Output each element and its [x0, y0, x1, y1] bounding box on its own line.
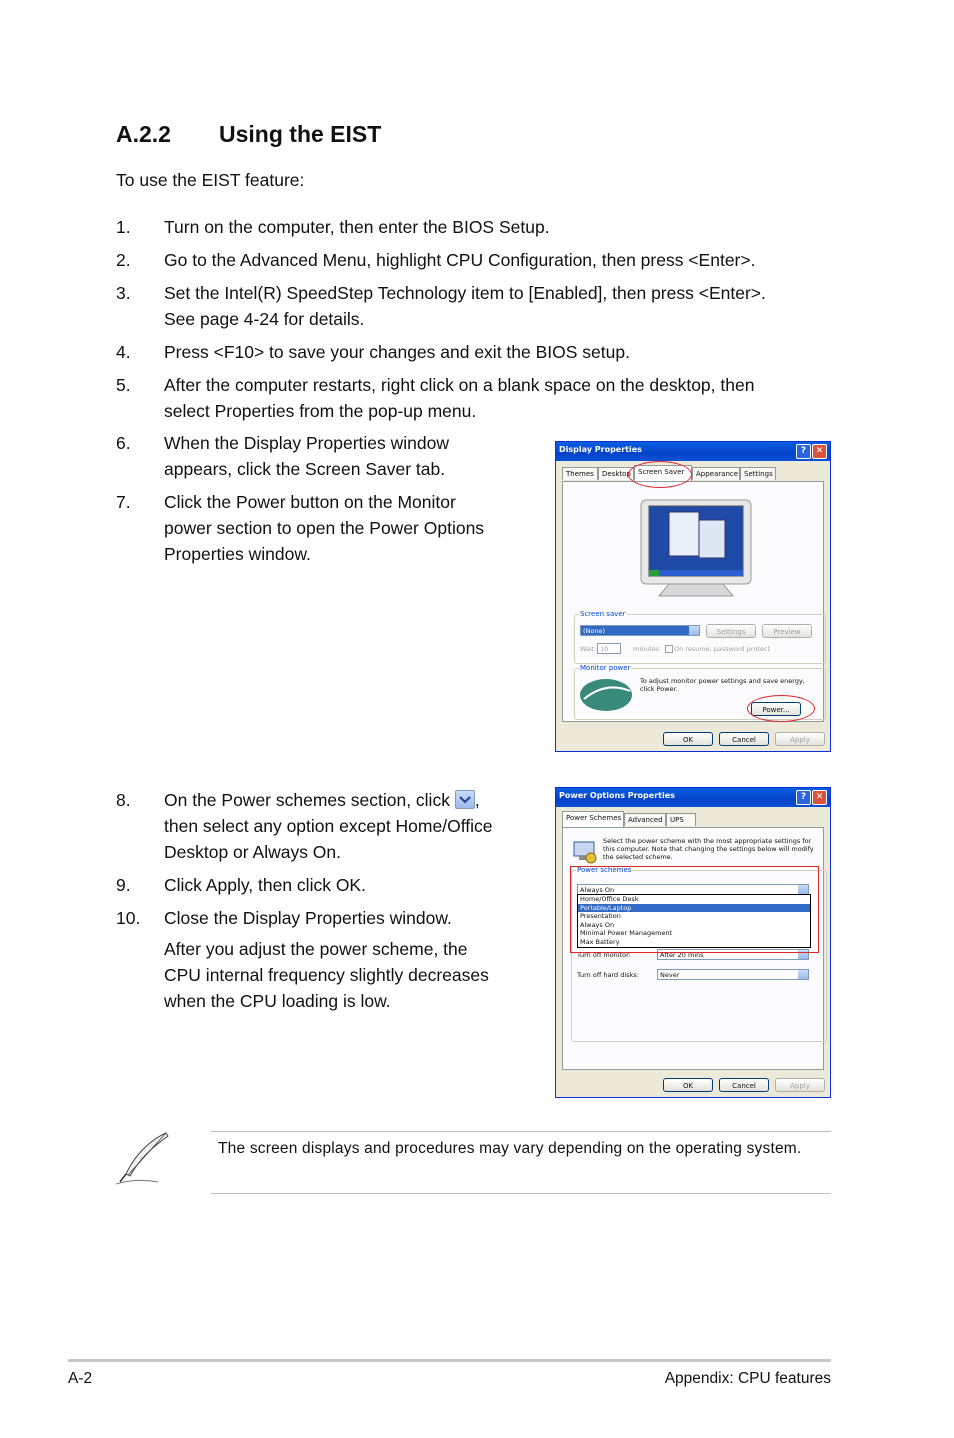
screen-saver-select[interactable]: (None)	[580, 625, 700, 636]
step-line: On the Power schemes section, click ,	[164, 790, 480, 810]
step-text	[164, 787, 492, 865]
help-icon[interactable]: ?	[796, 444, 811, 459]
step-text	[164, 905, 452, 931]
step-number: 8.	[116, 790, 131, 810]
step-number: 9.	[116, 875, 131, 895]
monitor-power-label: Monitor power	[580, 664, 631, 672]
power-scheme-option[interactable]: Home/Office Desk	[580, 895, 639, 903]
step-line: select Properties from the pop-up menu.	[164, 401, 477, 421]
power-scheme-select[interactable]: Always On	[577, 884, 809, 895]
power-button[interactable]: Power...	[751, 702, 801, 716]
wait-input[interactable]: 10	[597, 643, 621, 654]
after-line: CPU internal frequency slightly decreases	[164, 965, 489, 985]
minutes-label: minutes	[633, 645, 660, 653]
note-top-rule	[211, 1131, 831, 1132]
step-line: Click the Power button on the Monitor	[164, 492, 456, 512]
resume-label: On resume, password protect	[674, 645, 771, 653]
footer-rule	[68, 1359, 831, 1362]
cancel-button[interactable]: Cancel	[719, 732, 769, 746]
power-scheme-option[interactable]: Always On	[580, 920, 615, 929]
note-bottom-rule	[211, 1193, 831, 1194]
power-options-dialog	[555, 787, 831, 1098]
step-line: Desktop or Always On.	[164, 842, 342, 862]
close-icon[interactable]: ✕	[812, 444, 827, 459]
chevron-down-icon	[798, 970, 808, 979]
power-schemes-label: Power schemes	[577, 866, 632, 874]
tab-settings[interactable]: Settings	[740, 467, 776, 480]
ok-button[interactable]: OK	[663, 1078, 713, 1092]
step-number: 6.	[116, 433, 131, 453]
screen-saver-label: Screen saver	[580, 610, 626, 618]
apply-button[interactable]: Apply	[775, 1078, 825, 1092]
energy-star-icon	[578, 677, 634, 713]
step-line: After the computer restarts, right click on a blank space on the desktop, then	[164, 375, 755, 395]
step-line-text: On the Power schemes section, click	[164, 790, 450, 810]
monitor-off-select[interactable]: After 20 mins	[657, 949, 809, 960]
step-line: Click Apply, then click OK.	[164, 875, 366, 895]
step-text	[164, 872, 366, 898]
step-line: When the Display Properties window	[164, 433, 449, 453]
after-adjust-paragraph	[164, 936, 489, 1014]
step-text	[164, 489, 484, 567]
dialog-titlebar	[556, 442, 830, 461]
tab-screen-saver[interactable]: Screen Saver	[634, 465, 692, 481]
power-button-highlight	[747, 695, 815, 722]
wait-label: Wait:	[580, 645, 597, 653]
step-number: 5.	[116, 375, 131, 395]
step-number: 10.	[116, 908, 141, 928]
page-number: A-2	[68, 1370, 93, 1387]
ok-button[interactable]: OK	[663, 732, 713, 746]
step-number: 3.	[116, 283, 131, 303]
power-scheme-option[interactable]: Max Battery	[580, 937, 620, 946]
preview-button[interactable]: Preview	[762, 624, 812, 638]
power-scheme-option[interactable]: Presentation	[580, 912, 621, 920]
tab-ups[interactable]: UPS	[666, 813, 696, 826]
step-text	[164, 247, 755, 273]
section-number: A.2.2	[116, 121, 171, 147]
step-text	[164, 214, 550, 240]
dialog-title: Display Properties	[559, 445, 642, 454]
step-line: Properties window.	[164, 544, 311, 564]
step-text	[164, 339, 630, 365]
power-scheme-option[interactable]: Portable/Laptop	[578, 904, 810, 913]
chevron-down-icon	[689, 626, 699, 635]
step-number: 4.	[116, 342, 131, 362]
step-text	[164, 430, 449, 482]
tab-themes[interactable]: Themes	[562, 467, 598, 480]
cancel-button[interactable]: Cancel	[719, 1078, 769, 1092]
intro-text: To use the EIST feature:	[116, 170, 305, 190]
step-number: 7.	[116, 492, 131, 512]
close-icon[interactable]: ✕	[812, 790, 827, 805]
monitor-off-label: Turn off monitor:	[577, 951, 631, 959]
tab-advanced[interactable]: Advanced	[624, 813, 666, 826]
power-scheme-option[interactable]: Minimal Power Management	[580, 929, 673, 937]
screen-saver-group	[574, 610, 826, 664]
settings-button[interactable]: Settings	[706, 624, 756, 638]
section-title: Using the EIST	[219, 121, 382, 147]
monitor-power-text: To adjust monitor power settings and save energy, click Power.	[640, 677, 805, 693]
step-line: Go to the Advanced Menu, highlight CPU Configuration, then press <Enter>.	[164, 250, 756, 270]
monitor-preview-icon	[639, 498, 753, 602]
power-schemes-highlight	[570, 866, 819, 953]
step-line: Close the Display Properties window.	[164, 908, 452, 928]
step-text	[164, 280, 766, 332]
help-icon[interactable]: ?	[796, 790, 811, 805]
screen-saver-tab-highlight	[628, 461, 692, 488]
step-text	[164, 372, 754, 424]
step-line: See page 4-24 for details.	[164, 309, 365, 329]
dialog-title: Power Options Properties	[559, 791, 675, 800]
screen-saver-panel	[562, 481, 824, 722]
step-line: Turn on the computer, then enter the BIOS Setup.	[164, 217, 550, 237]
step-line: Set the Intel(R) SpeedStep Technology item to [Enabled], then press <Enter>.	[164, 283, 766, 303]
step-line: appears, click the Screen Saver tab.	[164, 459, 446, 479]
disks-off-select[interactable]: Never	[657, 969, 809, 980]
resume-checkbox[interactable]	[665, 645, 673, 653]
display-properties-dialog	[555, 441, 831, 752]
power-scheme-icon	[571, 838, 599, 866]
tab-appearance[interactable]: Appearance	[692, 467, 740, 480]
step-line: power section to open the Power Options	[164, 518, 485, 538]
dialog-titlebar	[556, 788, 830, 807]
feather-pen-icon	[114, 1130, 174, 1188]
step-number: 2.	[116, 250, 131, 270]
step-line: Press <F10> to save your changes and exit the BIOS setup.	[164, 342, 630, 362]
dropdown-chevron-icon	[455, 790, 475, 809]
after-line: when the CPU loading is low.	[164, 991, 391, 1011]
tab-desktop[interactable]: Desktop	[598, 467, 634, 480]
disks-off-label: Turn off hard disks:	[577, 971, 639, 979]
apply-button[interactable]: Apply	[775, 732, 825, 746]
step-line: then select any option except Home/Office	[164, 816, 493, 836]
section-heading	[116, 121, 381, 148]
power-description: Select the power scheme with the most appropriate settings for this computer. Note that changing the settings below will modify the selected scheme.	[603, 837, 814, 861]
note-text: The screen displays and procedures may vary depending on the operating system.	[218, 1140, 802, 1157]
tab-power-schemes[interactable]: Power Schemes	[562, 811, 624, 827]
after-line: After you adjust the power scheme, the	[164, 939, 468, 959]
step-number: 1.	[116, 217, 131, 237]
footer-chapter: Appendix: CPU features	[664, 1370, 831, 1387]
